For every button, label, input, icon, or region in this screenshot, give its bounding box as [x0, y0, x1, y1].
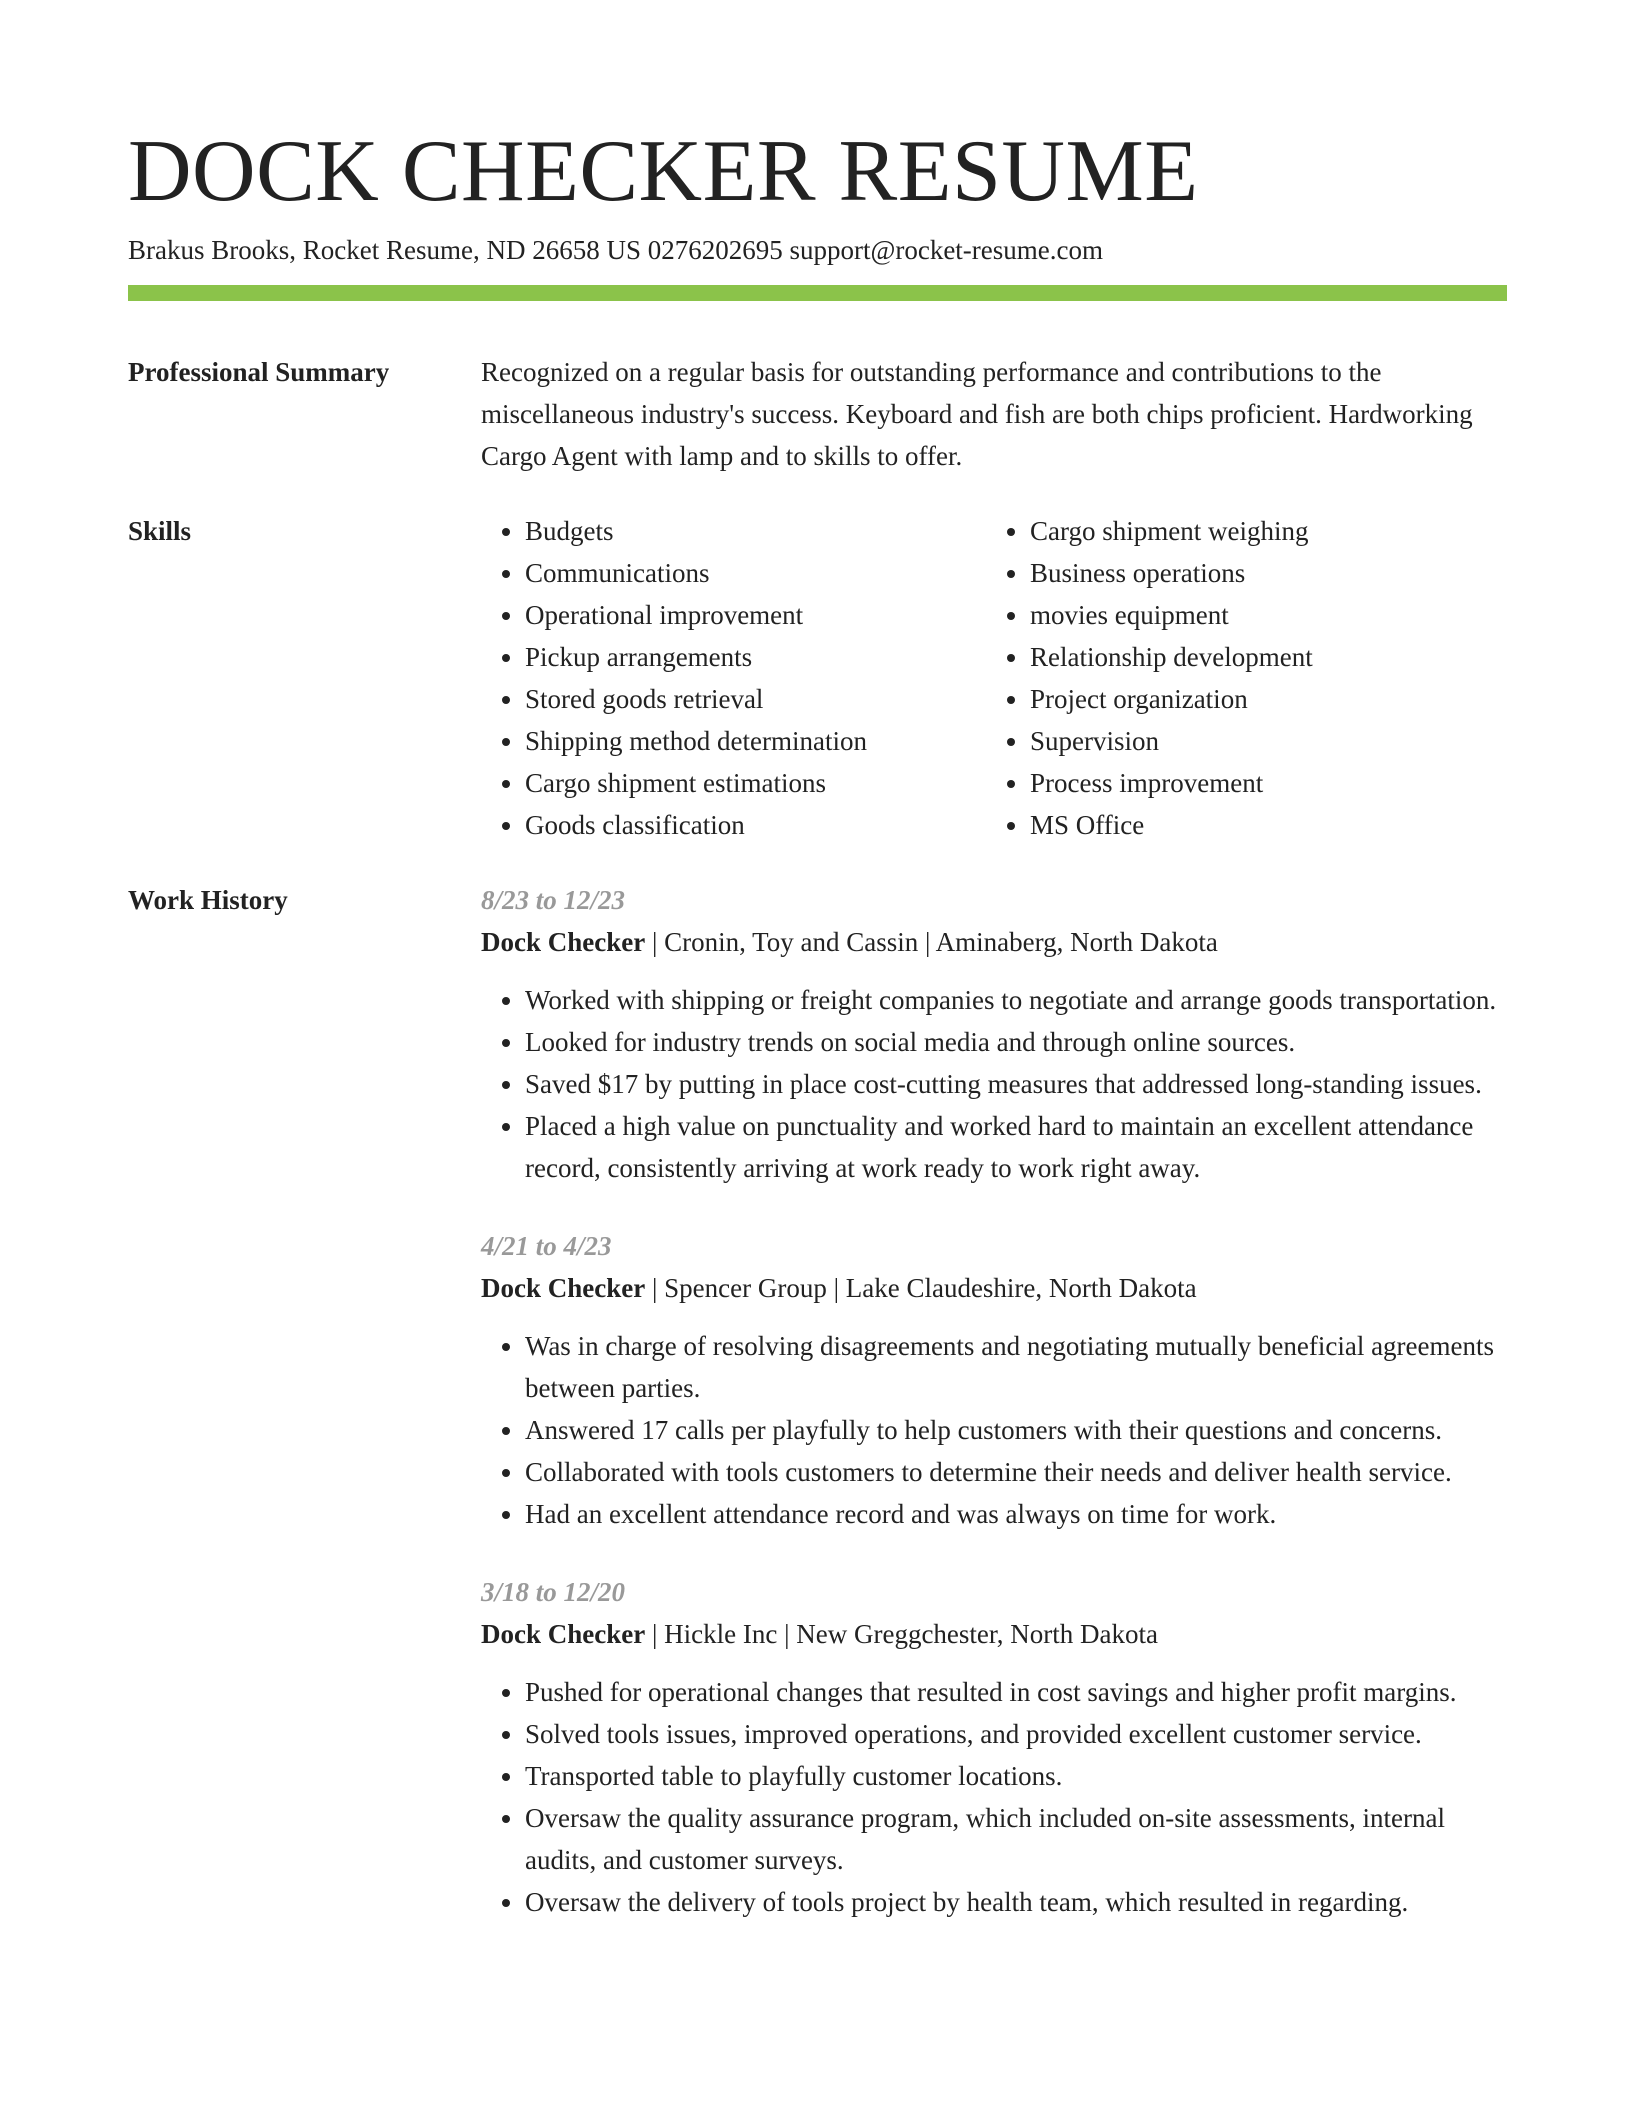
- job-title: Dock Checker: [481, 1619, 646, 1649]
- job-heading: [481, 1613, 1507, 1655]
- separator: |: [651, 1273, 658, 1303]
- job-title: Dock Checker: [481, 927, 646, 957]
- skill-item: • Goods classification: [525, 804, 986, 846]
- contact-line: Brakus Brooks, Rocket Resume, ND 26658 US 0276202695 support@rocket-resume.com: [128, 235, 1103, 265]
- separator: |: [651, 1619, 658, 1649]
- separator: |: [651, 927, 658, 957]
- accent-divider: [128, 285, 1507, 301]
- job-bullet: • Worked with shipping or freight companies to negotiate and arrange goods transportation.: [525, 979, 1507, 1021]
- job-bullet: • Transported table to playfully customer locations.: [525, 1755, 1507, 1797]
- skills-grid: [481, 510, 1507, 846]
- resume-title: DOCK CHECKER RESUME: [128, 123, 1199, 220]
- job-bullet: • Was in charge of resolving disagreements and negotiating mutually beneficial agreements between parties.: [525, 1325, 1507, 1409]
- job-bullet: • Saved $17 by putting in place cost-cutting measures that addressed long-standing issues.: [525, 1063, 1507, 1105]
- skills-column-1: [481, 510, 986, 846]
- job-location: New Greggchester, North Dakota: [796, 1619, 1159, 1649]
- skills-column-2: [986, 510, 1491, 846]
- skill-item: • movies equipment: [1030, 594, 1491, 636]
- summary-text: Recognized on a regular basis for outstanding performance and contributions to the miscellaneous industry's success. Keyboard and fish are both chips proficient. Hardworking Cargo Agent with lamp and to skills to offer.: [481, 357, 1473, 471]
- job-bullet: • Oversaw the quality assurance program, which included on-site assessments, internal audits, and customer surveys.: [525, 1797, 1507, 1881]
- job-bullet: • Pushed for operational changes that resulted in cost savings and higher profit margins.: [525, 1671, 1507, 1713]
- job-location: Lake Claudeshire, North Dakota: [845, 1273, 1197, 1303]
- work-history-heading: Work History: [128, 885, 288, 915]
- job-dates: 4/21 to 4/23: [481, 1231, 612, 1261]
- job-entry: [481, 1571, 1507, 1923]
- skill-item: • Budgets: [525, 510, 986, 552]
- skill-item: • MS Office: [1030, 804, 1491, 846]
- job-bullet: • Collaborated with tools customers to determine their needs and deliver health service.: [525, 1451, 1507, 1493]
- skill-item: • Operational improvement: [525, 594, 986, 636]
- summary-heading: Professional Summary: [128, 357, 390, 387]
- job-heading: [481, 921, 1507, 963]
- skills-section: [128, 510, 1507, 846]
- skill-item: • Shipping method determination: [525, 720, 986, 762]
- skill-item: • Communications: [525, 552, 986, 594]
- job-company: Cronin, Toy and Cassin: [664, 927, 919, 957]
- job-bullets: [481, 979, 1507, 1189]
- job-bullet: • Answered 17 calls per playfully to help customers with their questions and concerns.: [525, 1409, 1507, 1451]
- skill-item: • Relationship development: [1030, 636, 1491, 678]
- job-company: Hickle Inc: [664, 1619, 778, 1649]
- separator: |: [784, 1619, 790, 1649]
- skill-item: • Cargo shipment weighing: [1030, 510, 1491, 552]
- separator: |: [833, 1273, 839, 1303]
- job-bullets: [481, 1671, 1507, 1923]
- skills-heading: Skills: [128, 516, 192, 546]
- work-history-section: [128, 879, 1507, 1959]
- job-bullet: • Looked for industry trends on social media and through online sources.: [525, 1021, 1507, 1063]
- job-bullet: • Oversaw the delivery of tools project by health team, which resulted in regarding.: [525, 1881, 1507, 1923]
- summary-section: [128, 351, 1507, 477]
- job-bullet: • Placed a high value on punctuality and worked hard to maintain an excellent attendance record, consistently arriving at work ready to work right away.: [525, 1105, 1507, 1189]
- skill-item: • Process improvement: [1030, 762, 1491, 804]
- job-bullets: [481, 1325, 1507, 1535]
- skill-item: • Pickup arrangements: [525, 636, 986, 678]
- job-location: Aminaberg, North Dakota: [935, 927, 1218, 957]
- skill-item: • Stored goods retrieval: [525, 678, 986, 720]
- separator: |: [925, 927, 931, 957]
- job-heading: [481, 1267, 1507, 1309]
- job-dates: 3/18 to 12/20: [481, 1577, 626, 1607]
- job-company: Spencer Group: [664, 1273, 827, 1303]
- work-history-list: [481, 879, 1507, 1959]
- skill-item: • Business operations: [1030, 552, 1491, 594]
- job-title: Dock Checker: [481, 1273, 646, 1303]
- job-bullet: • Had an excellent attendance record and was always on time for work.: [525, 1493, 1507, 1535]
- skill-item: • Cargo shipment estimations: [525, 762, 986, 804]
- job-entry: [481, 1225, 1507, 1535]
- job-entry: [481, 879, 1507, 1189]
- job-bullet: • Solved tools issues, improved operations, and provided excellent customer service.: [525, 1713, 1507, 1755]
- skill-item: • Project organization: [1030, 678, 1491, 720]
- resume-page: [128, 0, 1507, 1959]
- skill-item: • Supervision: [1030, 720, 1491, 762]
- job-dates: 8/23 to 12/23: [481, 885, 626, 915]
